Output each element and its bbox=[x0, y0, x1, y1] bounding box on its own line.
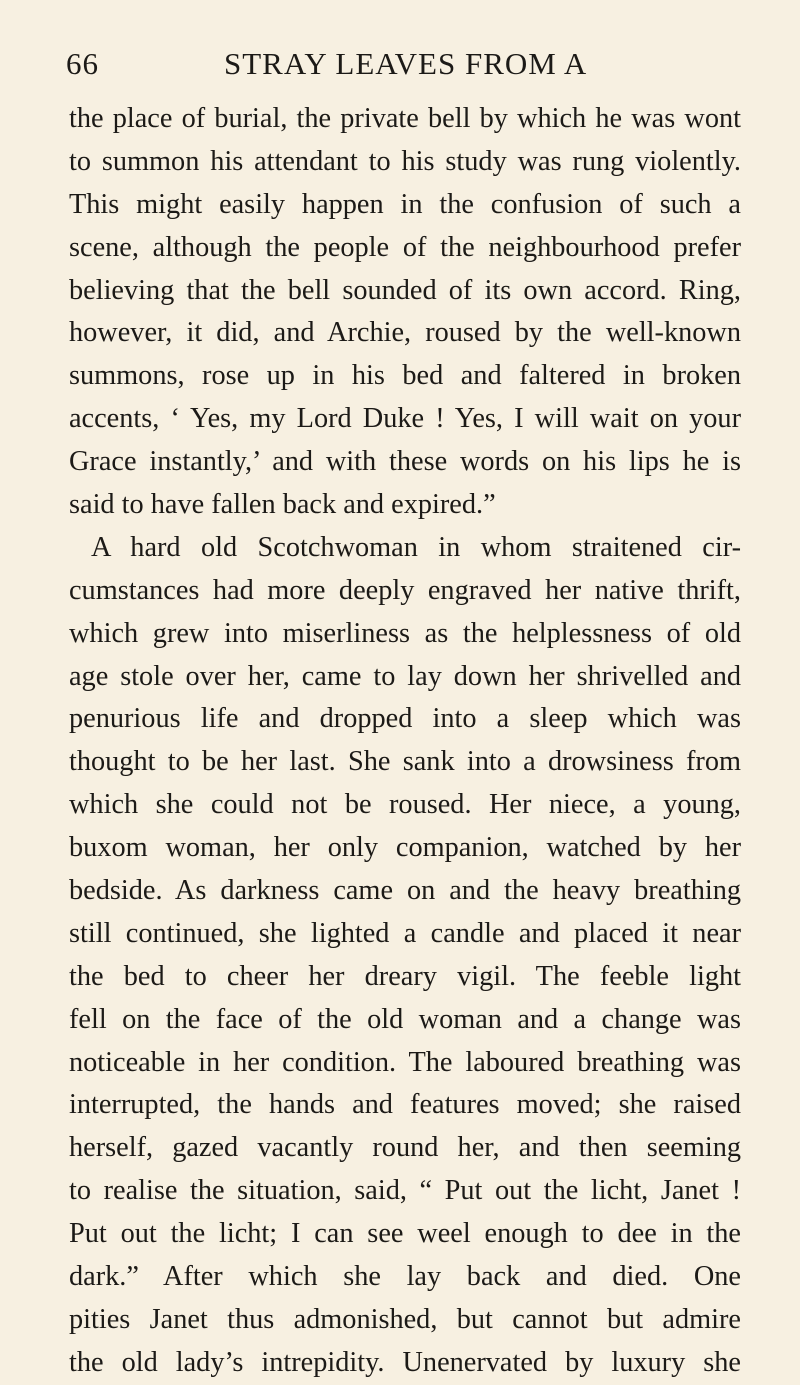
text-line: Put out the licht; I can see weel enough to dee in the bbox=[69, 1218, 741, 1250]
page-number: 66 bbox=[66, 46, 99, 81]
text-line: penurious life and dropped into a sleep which was bbox=[69, 703, 741, 735]
text-line: herself, gazed vacantly round her, and then seeming bbox=[69, 1132, 741, 1164]
text-line: Grace instantly,’ and with these words on his lips he is bbox=[69, 446, 741, 478]
text-line: said to have fallen back and expired.” bbox=[69, 489, 496, 521]
text-line: fell on the face of the old woman and a change was bbox=[69, 1003, 741, 1035]
text-line: to realise the situation, said, “ Put out the licht, Janet ! bbox=[69, 1175, 741, 1207]
text-line: interrupted, the hands and features moved; she raised bbox=[69, 1089, 741, 1121]
text-line: the old lady’s intrepidity. Unenervated by luxury she bbox=[69, 1346, 741, 1378]
text-line: the place of burial, the private bell by which he was wont bbox=[69, 103, 741, 134]
text-line: scene, although the people of the neighbourhood prefer bbox=[69, 231, 741, 263]
text-line: to summon his attendant to his study was rung violently. bbox=[69, 145, 741, 177]
text-line: bedside. As darkness came on and the heavy breathing bbox=[69, 875, 741, 907]
text-line: dark.” After which she lay back and died. One bbox=[69, 1261, 741, 1293]
text-line: believing that the bell sounded of its own accord. Ring, bbox=[69, 274, 741, 306]
text-line: which grew into miserliness as the helplessness of old bbox=[69, 617, 741, 649]
text-line: pities Janet thus admonished, but cannot but admire bbox=[69, 1303, 741, 1335]
text-line: A hard old Scotchwoman in whom straitened cir- bbox=[91, 531, 741, 563]
text-line: summons, rose up in his bed and faltered in broken bbox=[69, 360, 741, 392]
running-title: STRAY LEAVES FROM A bbox=[224, 46, 588, 81]
text-line: thought to be her last. She sank into a drowsiness from bbox=[69, 746, 741, 778]
text-line: noticeable in her condition. The laboured breathing was bbox=[69, 1046, 741, 1078]
text-line: however, it did, and Archie, roused by the well-known bbox=[69, 317, 741, 349]
text-line: age stole over her, came to lay down her shrivelled and bbox=[69, 660, 741, 692]
text-line: cumstances had more deeply engraved her native thrift, bbox=[69, 574, 741, 606]
text-line: buxom woman, her only companion, watched by her bbox=[69, 832, 741, 864]
text-line: accents, ‘ Yes, my Lord Duke ! Yes, I will wait on your bbox=[69, 403, 741, 435]
body-text bbox=[69, 98, 741, 1385]
text-line: This might easily happen in the confusion of such a bbox=[69, 188, 741, 220]
running-head bbox=[66, 38, 742, 86]
text-line: still continued, she lighted a candle and placed it near bbox=[69, 917, 741, 949]
text-line: which she could not be roused. Her niece, a young, bbox=[69, 789, 741, 821]
text-line: the bed to cheer her dreary vigil. The feeble light bbox=[69, 960, 741, 992]
